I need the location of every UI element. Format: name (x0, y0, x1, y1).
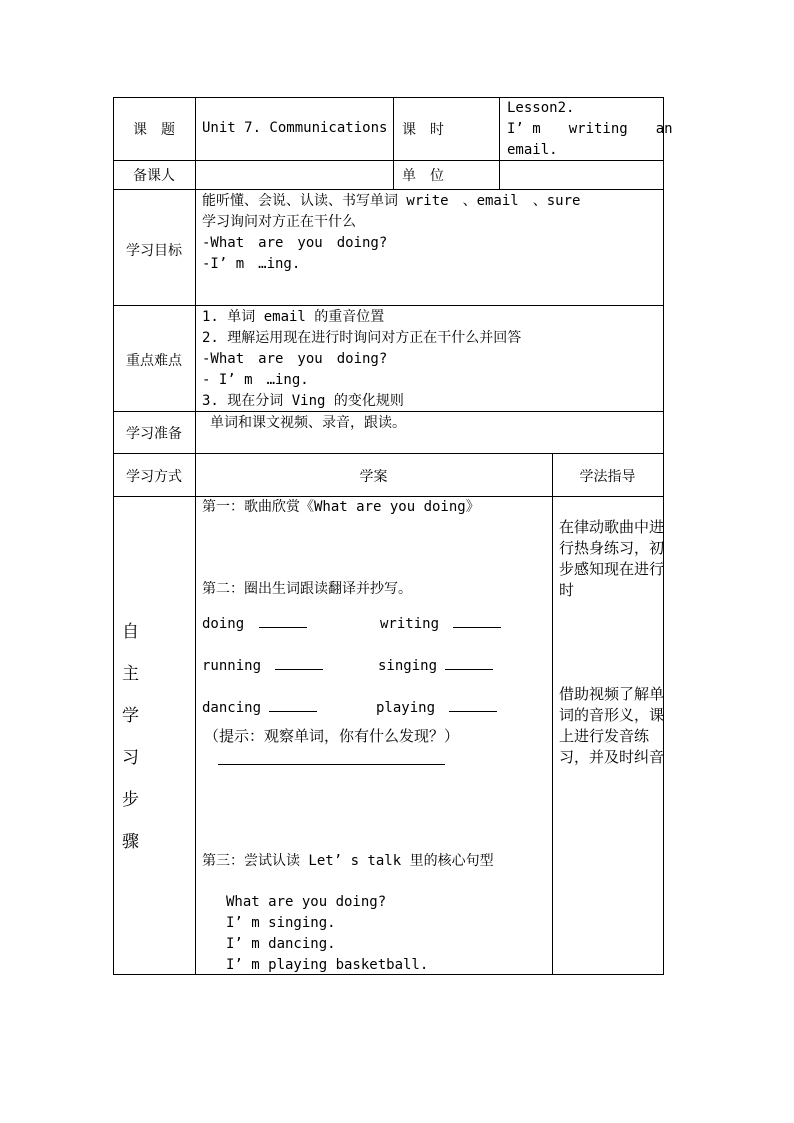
key-point-line: 2. 理解运用现在进行时询问对方正在干什么并回答 (202, 330, 522, 346)
key-point-line: 3. 现在分词 Ving 的变化规则 (202, 393, 404, 409)
guide-note: 借助视频了解单词的音形义，课上进行发音练习，并及时纠音 (559, 685, 665, 766)
key-point-line: - I’ m …ing. (202, 372, 309, 388)
vertical-char: 习 (122, 748, 139, 768)
step-1: 第一：歌曲欣赏《What are you doing》 (202, 499, 480, 515)
key-point-line: 1. 单词 email 的重音位置 (202, 309, 385, 325)
guide-label: 学法指导 (579, 469, 636, 485)
word: dancing (202, 700, 262, 716)
plan-label: 学案 (359, 469, 388, 485)
word-blank (376, 697, 497, 719)
table-border (499, 97, 500, 190)
prep-label: 学习准备 (126, 426, 182, 442)
guide-note: 在律动歌曲中进行热身练习，初步感知现在进行时 (559, 518, 665, 599)
core-sentence: What are you doing? (226, 894, 387, 910)
fill-blank[interactable] (275, 655, 323, 670)
goals-line: 能听懂、会说、认读、书写单词 write 、email 、sure (202, 193, 581, 209)
core-sentence: I’ m dancing. (226, 936, 336, 952)
hint-answer-line[interactable] (218, 750, 445, 765)
word-blank (202, 613, 307, 635)
fill-blank[interactable] (269, 697, 317, 712)
table-border (552, 453, 553, 975)
vertical-char: 骤 (122, 832, 139, 852)
word: running (202, 658, 262, 674)
lesson-line-2: I’ m writing an (507, 121, 673, 137)
fill-blank[interactable] (445, 655, 493, 670)
word: playing (376, 700, 436, 716)
word-blank (378, 655, 493, 677)
word: writing (380, 616, 440, 632)
word-blank (202, 655, 323, 677)
lesson-line-1: Lesson2. (507, 100, 575, 116)
method-label: 学习方式 (126, 469, 182, 485)
period-label: 课 时 (402, 122, 444, 138)
vertical-char: 主 (122, 664, 139, 684)
word: singing (378, 658, 438, 674)
step-2: 第二：圈出生词跟读翻译并抄写。 (202, 581, 412, 597)
step-3: 第三：尝试认读 Let’ s talk 里的核心句型 (202, 853, 494, 869)
prep-value: 单词和课文视频、录音，跟读。 (210, 415, 406, 431)
lesson-line-3: email. (507, 142, 558, 158)
goals-label: 学习目标 (126, 243, 182, 259)
vertical-char: 自 (122, 622, 139, 642)
vertical-char: 学 (122, 706, 139, 726)
fill-blank[interactable] (259, 613, 307, 628)
core-sentence: I’ m playing basketball. (226, 957, 429, 973)
vertical-char: 步 (122, 790, 139, 810)
goals-line: -What are you doing? (202, 235, 388, 251)
self-study-steps-label (113, 611, 148, 863)
core-sentence: I’ m singing. (226, 915, 336, 931)
fill-blank[interactable] (449, 697, 497, 712)
goals-line: 学习询问对方正在干什么 (202, 214, 356, 230)
fill-blank[interactable] (453, 613, 501, 628)
key-points-label: 重点难点 (126, 353, 182, 369)
word: doing (202, 616, 245, 632)
table-border (195, 97, 196, 975)
topic-value: Unit 7. Communications (202, 120, 388, 136)
preparer-label: 备课人 (133, 168, 175, 184)
unit-label: 单 位 (402, 168, 444, 184)
goals-line: -I’ m …ing. (202, 256, 301, 272)
key-point-line: -What are you doing? (202, 351, 388, 367)
word-blank (380, 613, 501, 635)
topic-label: 课 题 (133, 122, 175, 138)
word-blank (202, 697, 317, 719)
hint: （提示：观察单词，你有什么发现？） (204, 727, 460, 745)
